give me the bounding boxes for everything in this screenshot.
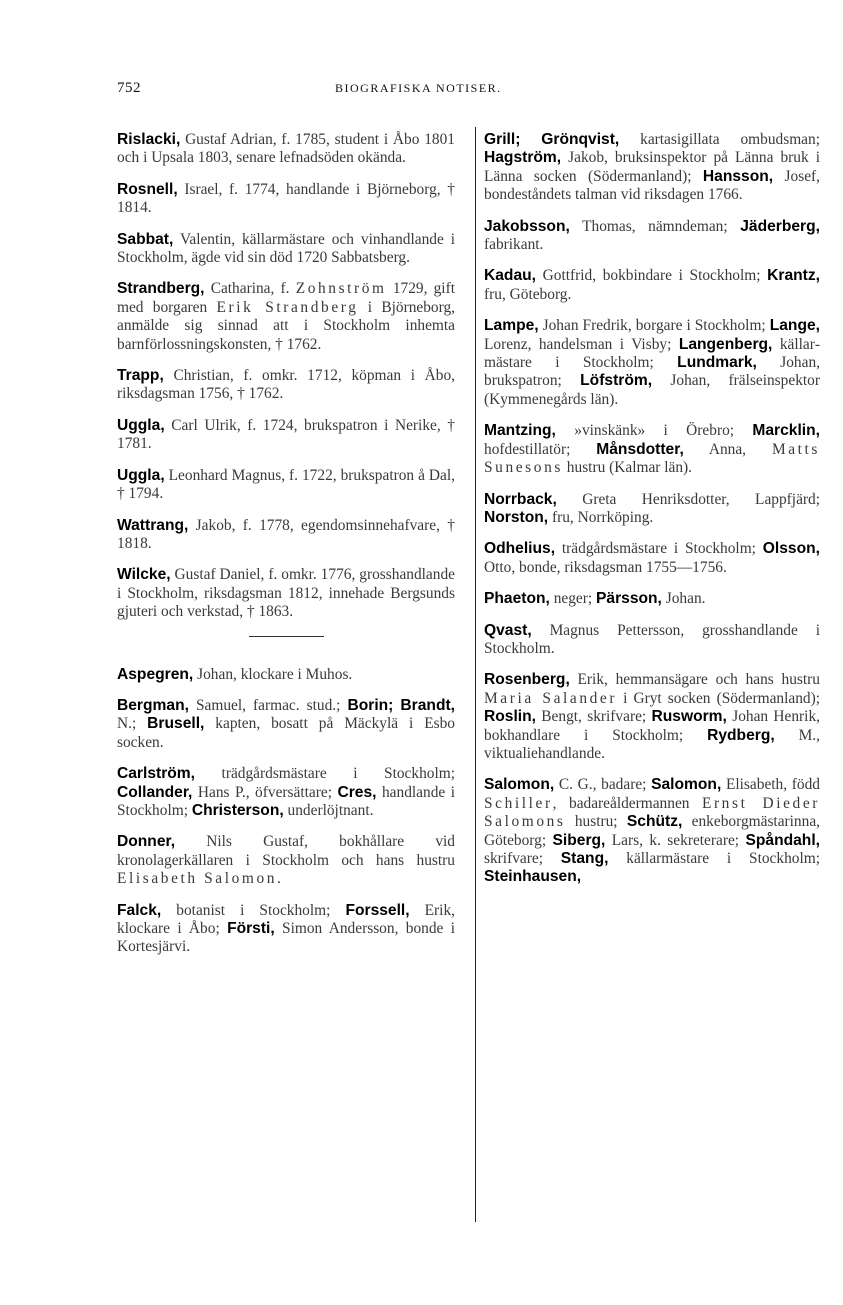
entry-mantzing: Mantzing, »vinskänk» i Örebro; Marcklin, hofdestillatör; Månsdotter, Anna, Matts Sunesons hustru (Kalmar län).	[484, 422, 821, 477]
entry-lampe: Lampe, Johan Fredrik, borgare i Stockholm; Lange, Lorenz, handelsman i Visby; Langenberg, källarmästare i Stockholm; Lundmark, Johan, brukspatron; Löfström, Johan, frälseinspektor (Kymmenegårds län).	[484, 317, 821, 408]
entry-salomon: Salomon, C. G., badare; Salomon, Elisabeth, född Schiller, badareåldermannen Ernst Dieder Salomons hustru; Schütz, enkeborgmästarinna, Göteborg; Siberg, Lars, k. sekreterare; Spåndahl, skrifvare; Stang, källarmästare i Stockholm; Steinhausen,	[484, 776, 821, 886]
page-number: 752	[117, 80, 141, 96]
right-column	[484, 131, 820, 900]
entry-donner: Donner, Nils Gustaf, bokhållare vid kronolagerkällaren i Stockholm och hans hustru Elisabeth Salomon.	[117, 833, 455, 888]
entry-strandberg: Strandberg, Catharina, f. Zohnström 1729, gift med borgaren Erik Strandberg i Björneborg, anmälde sig sinnad att i Stockholm inhemta barnförlossningskonsten, † 1762.	[117, 280, 455, 353]
entry-sabbat: Sabbat, Valentin, källarmästare och vinhandlande i Stockholm, ägde vid sin död 1720 Sabbatsberg.	[117, 230, 455, 267]
left-column	[117, 131, 455, 970]
entry-bergman: Bergman, Samuel, farmac. stud.; Borin; Brandt, N.; Brusell, kapten, bosatt på Mäckylä i Esbo socken.	[117, 696, 455, 751]
entry-rosenberg: Rosenberg, Erik, hemmansägare och hans hustru Maria Salander i Gryt socken (Södermanland); Roslin, Bengt, skrifvare; Rusworm, Johan Henrik, bokhandlare i Stockholm; Rydberg, M., viktualiehandlande.	[484, 671, 821, 762]
entry-uggla-carl: Uggla, Carl Ulrik, f. 1724, brukspatron i Nerike, † 1781.	[117, 416, 455, 453]
running-head: BIOGRAFISKA NOTISER.	[335, 81, 502, 95]
section-divider	[249, 636, 324, 637]
entry-uggla-leonhard: Uggla, Leonhard Magnus, f. 1722, brukspatron å Dal, † 1794.	[117, 466, 455, 503]
entry-wilcke: Wilcke, Gustaf Daniel, f. omkr. 1776, grosshandlande i Stockholm, riksdagsman 1812, innehade Bergsunds gjuteri och verkstad, † 1863.	[117, 566, 455, 621]
entry-carlstrom: Carlström, trädgårdsmästare i Stockholm; Collander, Hans P., öfversättare; Cres, handlande i Stockholm; Christerson, underlöjtnant.	[117, 765, 455, 819]
entry-rislacki: Rislacki, Gustaf Adrian, f. 1785, student i Åbo 1801 och i Upsala 1803, senare lefnadsöden okända.	[117, 131, 455, 167]
entry-rosnell: Rosnell, Israel, f. 1774, handlande i Björneborg, † 1814.	[117, 180, 455, 217]
entry-wattrang: Wattrang, Jakob, f. 1778, egendomsinnehafvare, † 1818.	[117, 516, 455, 552]
entry-qvast: Qvast, Magnus Pettersson, grosshandlande i Stockholm.	[484, 621, 820, 657]
page-header	[0, 80, 843, 102]
entry-grill: Grill; Grönqvist, kartasigillata ombudsman; Hagström, Jakob, bruksinspektor på Länna bruk i Länna socken (Södermanland); Hansson, Josef, bondeståndets talman vid riksdagen 1766.	[484, 131, 820, 204]
entry-trapp: Trapp, Christian, f. omkr. 1712, köpman i Åbo, riksdagsman 1756, † 1762.	[117, 367, 455, 403]
column-divider	[475, 127, 476, 1222]
entry-phaeton: Phaeton, neger; Pärsson, Johan.	[484, 590, 706, 608]
entry-aspegren: Aspegren, Johan, klockare i Muhos.	[117, 665, 353, 683]
entry-odhelius: Odhelius, trädgårdsmästare i Stockholm; Olsson, Otto, bonde, riksdagsman 1755—1756.	[484, 540, 820, 576]
entry-norrback: Norrback, Greta Henriksdotter, Lappfjärd; Norston, fru, Norrköping.	[484, 490, 820, 526]
entry-jakobsson: Jakobsson, Thomas, nämndeman; Jäderberg, fabrikant.	[484, 217, 820, 254]
entry-falck: Falck, botanist i Stockholm; Forssell, Erik, klockare i Åbo; Försti, Simon Andersson, bonde i Kortesjärvi.	[117, 901, 455, 956]
entry-kadau: Kadau, Gottfrid, bokbindare i Stockholm; Krantz, fru, Göteborg.	[484, 267, 820, 303]
